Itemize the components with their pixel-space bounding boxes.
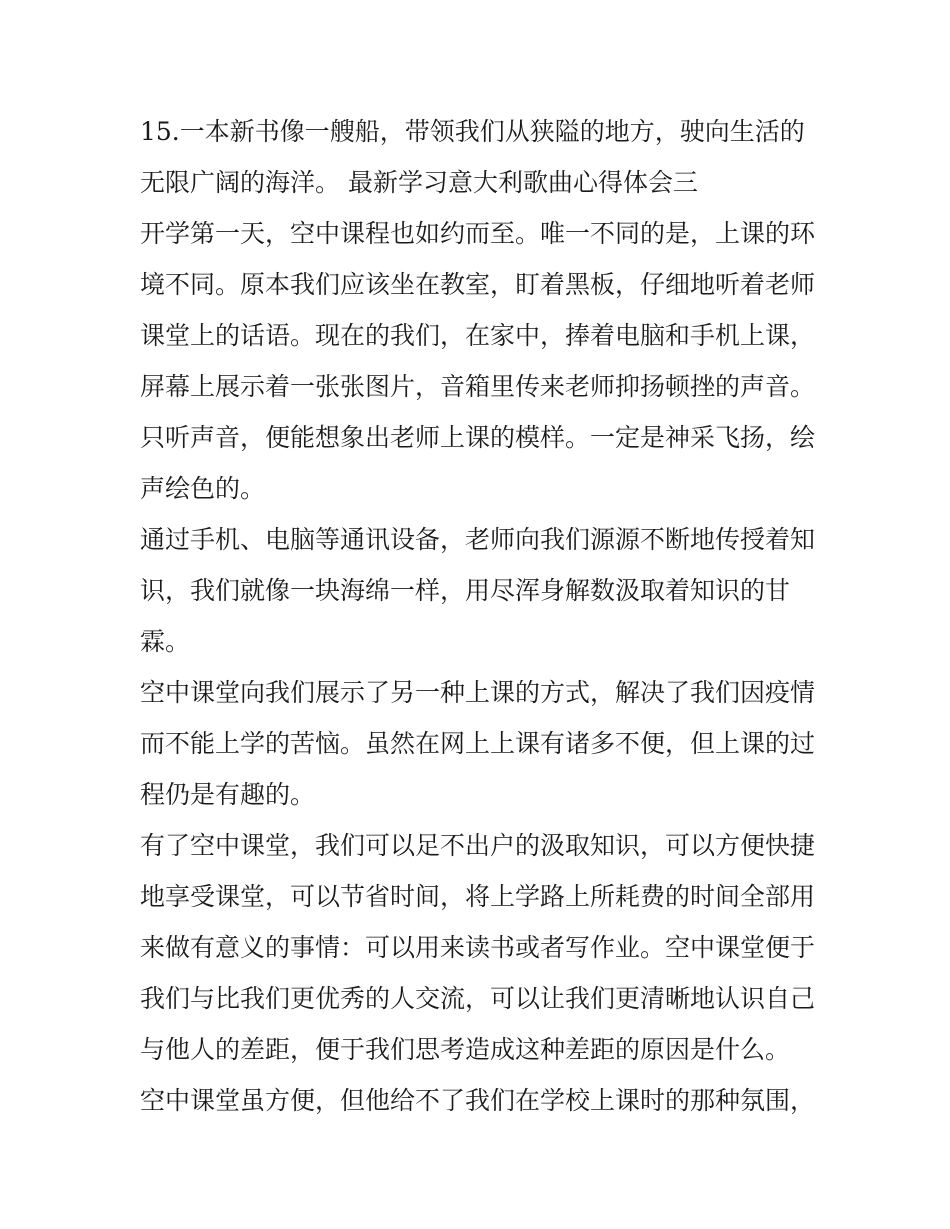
text-line: 来做有意义的事情：可以用来读书或者写作业。空中课堂便于 [140,933,816,962]
paragraph-atmosphere [140,1075,820,1126]
text-line: 境不同。原本我们应该坐在教室，盯着黑板，仔细地听着老师 [140,270,816,299]
text-line: 程仍是有趣的。 [140,780,316,809]
text-line: 只听声音，便能想象出老师上课的模样。一定是神采飞扬，绘 [140,423,816,452]
text-line: 空中课堂虽方便，但他给不了我们在学校上课时的那种氛围， [140,1086,816,1115]
text-line: 屏幕上展示着一张张图片，音箱里传来老师抑扬顿挫的声音。 [140,372,816,401]
text-line: 声绘色的。 [140,474,266,503]
paragraph-benefits [140,820,820,1075]
text-line: 识，我们就像一块海绵一样，用尽浑身解数汲取着知识的甘 [140,576,791,605]
text-line: 霖。 [140,627,191,656]
text-line: 课堂上的话语。现在的我们，在家中，捧着电脑和手机上课， [140,321,816,350]
paragraph-first-day [140,208,820,514]
paragraph-devices [140,514,820,667]
text-line: 通过手机、电脑等通讯设备，老师向我们源源不断地传授着知 [140,525,816,554]
paragraph-new-way [140,667,820,820]
document-page [140,106,820,1126]
text-line: 与他人的差距，便于我们思考造成这种差距的原因是什么。 [140,1035,791,1064]
text-line: 有了空中课堂，我们可以足不出户的汲取知识，可以方便快捷 [140,831,816,860]
text-line: 而不能上学的苦恼。虽然在网上上课有诸多不便，但上课的过 [140,729,816,758]
paragraph-book-quote [140,106,820,208]
text-line: 开学第一天，空中课程也如约而至。唯一不同的是，上课的环 [140,219,816,248]
text-line: 空中课堂向我们展示了另一种上课的方式，解决了我们因疫情 [140,678,816,707]
text-line: 我们与比我们更优秀的人交流，可以让我们更清晰地认识自己 [140,984,816,1013]
text-line: 地享受课堂，可以节省时间，将上学路上所耗费的时间全部用 [140,882,816,911]
text-line: 15.一本新书像一艘船，带领我们从狭隘的地方，驶向生活的 [140,117,805,146]
text-line: 无限广阔的海洋。 最新学习意大利歌曲心得体会三 [140,168,698,197]
